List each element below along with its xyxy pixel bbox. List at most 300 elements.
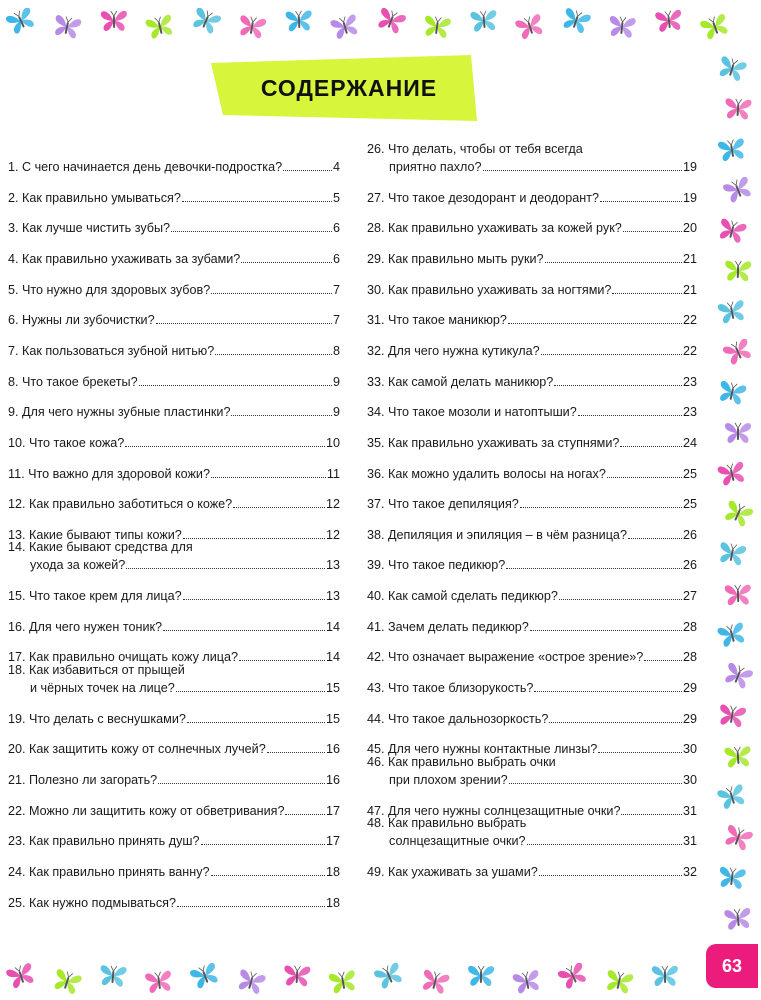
- toc-entry-title: 34. Что такое мозоли и натоптыши?: [367, 405, 577, 420]
- toc-entry[interactable]: [8, 158, 340, 176]
- dot-leader: [231, 403, 332, 416]
- dot-leader: [211, 281, 332, 294]
- toc-entry-line: [8, 863, 340, 881]
- butterfly-icon: [561, 8, 591, 34]
- toc-entry-line: [8, 219, 340, 237]
- toc-entry-title: 41. Зачем делать педикюр?: [367, 619, 529, 634]
- toc-entry-title: 28. Как правильно ухаживать за кожей рук?: [367, 221, 622, 236]
- dot-leader: [215, 342, 332, 355]
- toc-entry-title: 10. Что такое кожа?: [8, 435, 125, 450]
- toc-entry-title: 39. Что такое педикюр?: [367, 558, 506, 573]
- toc-entry-line: [8, 556, 340, 574]
- toc-entry-title: 6. Нужны ли зубочистки?: [8, 313, 155, 328]
- toc-entry-line: [367, 373, 697, 391]
- toc-entry-line: [8, 189, 340, 207]
- toc-entry[interactable]: [367, 648, 697, 666]
- toc-entry-page: 6: [332, 221, 340, 236]
- dot-leader: [483, 158, 682, 171]
- toc-entry[interactable]: [367, 814, 697, 850]
- toc-entry-title: 45. Для чего нужны контактные линзы?: [367, 742, 598, 757]
- toc-entry[interactable]: [8, 894, 340, 912]
- dot-leader: [171, 219, 332, 232]
- toc-entry-page: 5: [332, 190, 340, 205]
- toc-entry-line: [367, 281, 697, 299]
- toc-entry-line: [8, 281, 340, 299]
- toc-entry-line: [8, 710, 340, 728]
- dot-leader: [623, 219, 682, 232]
- toc-entry-line: [367, 158, 697, 176]
- toc-entry-page: 23: [682, 405, 697, 420]
- butterfly-icon: [717, 703, 747, 729]
- toc-entry[interactable]: [8, 403, 340, 421]
- toc-entry[interactable]: [8, 618, 340, 636]
- toc-entry[interactable]: [367, 465, 697, 483]
- butterfly-icon: [717, 218, 747, 244]
- toc-entry-line: [367, 832, 697, 850]
- toc-entry-page: 7: [332, 313, 340, 328]
- toc-entry-line: [367, 342, 697, 360]
- toc-entry-page: 30: [682, 742, 697, 757]
- toc-entry-page: 13: [325, 558, 340, 573]
- toc-entry-title: 22. Можно ли защитить кожу от обветривания?: [8, 803, 285, 818]
- butterfly-icon: [723, 96, 753, 122]
- toc-entry-title: приятно пахло?: [389, 160, 482, 174]
- dot-leader: [241, 250, 332, 263]
- toc-entry-title: 37. Что такое депиляция?: [367, 497, 519, 512]
- toc-entry[interactable]: [367, 753, 697, 789]
- toc-entry[interactable]: [367, 556, 697, 574]
- toc-entry-title: 35. Как правильно ухаживать за ступнями?: [367, 435, 620, 450]
- dot-leader: [158, 771, 325, 784]
- toc-entry-title: 20. Как защитить кожу от солнечных лучей?: [8, 742, 266, 757]
- toc-entry-title: 43. Что такое близорукость?: [367, 681, 534, 696]
- toc-entry-title: 12. Как правильно заботиться о коже?: [8, 497, 233, 512]
- toc-entry-line: [8, 894, 340, 912]
- toc-entry-page: 26: [682, 558, 697, 573]
- butterfly-icon: [237, 14, 267, 40]
- toc-entry[interactable]: [367, 434, 697, 452]
- toc-entry-line: [367, 526, 697, 544]
- toc-entry[interactable]: [8, 710, 340, 728]
- toc-entry-page: 4: [332, 160, 340, 174]
- toc-entry[interactable]: [8, 311, 340, 329]
- dot-leader: [126, 556, 325, 569]
- dot-leader: [285, 802, 325, 815]
- toc-entry-title: 15. Что такое крем для лица?: [8, 589, 182, 604]
- toc-entry-line: [367, 863, 697, 881]
- toc-entry-page: 23: [682, 374, 697, 389]
- toc-entry-title: 4. Как правильно ухаживать за зубами?: [8, 251, 241, 266]
- toc-entry[interactable]: [8, 342, 340, 360]
- butterfly-icon: [190, 963, 220, 989]
- toc-entry-page: 30: [682, 773, 697, 787]
- dot-leader: [156, 311, 332, 324]
- toc-entry[interactable]: [8, 661, 340, 697]
- dot-leader: [239, 648, 325, 661]
- toc-entry[interactable]: [367, 281, 697, 299]
- dot-leader: [607, 465, 682, 478]
- toc-entry[interactable]: [8, 802, 340, 820]
- toc-entry-title: солнцезащитные очки?: [389, 834, 526, 849]
- butterfly-icon: [558, 963, 588, 989]
- toc-entry-line: [367, 556, 697, 574]
- toc-entry-line: [367, 587, 697, 605]
- butterfly-icon: [723, 906, 753, 932]
- toc-entry-page: 19: [682, 190, 697, 205]
- toc-entry[interactable]: [367, 618, 697, 636]
- toc-entry[interactable]: [8, 189, 340, 207]
- toc-entry-page: 22: [682, 313, 697, 328]
- dot-leader: [520, 495, 682, 508]
- toc-entry-title: и чёрных точек на лице?: [30, 681, 175, 696]
- toc-entry-title: 40. Как самой сделать педикюр?: [367, 589, 558, 604]
- toc-entry-page: 25: [682, 497, 697, 512]
- dot-leader: [628, 526, 682, 539]
- toc-entry-line: [8, 740, 340, 758]
- toc-entry[interactable]: [8, 538, 340, 574]
- toc-entry-title: 21. Полезно ли загорать?: [8, 773, 158, 787]
- butterfly-icon: [717, 784, 747, 810]
- toc-entry-page: 29: [682, 681, 697, 696]
- toc-entry-line: [8, 802, 340, 820]
- toc-entry-line: [8, 342, 340, 360]
- butterfly-icon: [723, 339, 753, 365]
- dot-leader: [177, 894, 325, 907]
- toc-entry-page: 8: [332, 343, 340, 358]
- toc-entry[interactable]: [367, 403, 697, 421]
- toc-entry-page: 15: [325, 681, 340, 696]
- dot-leader: [125, 434, 325, 447]
- toc-entry[interactable]: [367, 863, 697, 881]
- toc-entry-page: 18: [325, 864, 340, 879]
- toc-entry-page: 9: [332, 405, 340, 420]
- toc-entry-title: 3. Как лучше чистить зубы?: [8, 221, 171, 236]
- toc-entry[interactable]: [8, 434, 340, 452]
- butterfly-icon: [717, 622, 747, 648]
- butterfly-icon: [52, 969, 82, 995]
- toc-entry-line: [367, 189, 697, 207]
- toc-entry-page: 25: [682, 466, 697, 481]
- toc-entry-page: 21: [682, 251, 697, 266]
- toc-entry-line: [367, 648, 697, 666]
- dot-leader: [530, 618, 682, 631]
- toc-entry-page: 24: [682, 435, 697, 450]
- dot-leader: [600, 189, 682, 202]
- toc-entry-title: 49. Как ухаживать за ушами?: [367, 864, 538, 879]
- butterfly-icon: [717, 299, 747, 325]
- butterfly-border-top: [0, 0, 761, 50]
- butterfly-icon: [723, 501, 753, 527]
- toc-entry-page: 15: [325, 711, 340, 726]
- butterfly-icon: [723, 582, 753, 608]
- dot-leader: [539, 863, 682, 876]
- butterfly-icon: [654, 8, 684, 34]
- toc-entry-title: 1. С чего начинается день девочки-подростка?: [8, 160, 283, 174]
- dot-leader: [527, 832, 682, 845]
- butterfly-icon: [717, 541, 747, 567]
- toc-entry-title: 26. Что делать, чтобы от тебя всегда: [367, 142, 583, 156]
- butterfly-icon: [512, 969, 542, 995]
- dot-leader: [283, 158, 332, 171]
- toc-entry-page: 16: [325, 742, 340, 757]
- toc-entry-line: [8, 373, 340, 391]
- toc-entry[interactable]: [367, 495, 697, 513]
- toc-entry-title: 7. Как пользоваться зубной нитью?: [8, 343, 215, 358]
- toc-entry-title: 29. Как правильно мыть руки?: [367, 251, 544, 266]
- toc-entry-title: ухода за кожей?: [30, 558, 126, 573]
- butterfly-icon: [650, 963, 680, 989]
- toc-entry[interactable]: [8, 219, 340, 237]
- dot-leader: [509, 771, 682, 784]
- toc-entry-line: [8, 403, 340, 421]
- dot-leader: [541, 342, 682, 355]
- butterfly-icon: [282, 963, 312, 989]
- toc-entry-title: 44. Что такое дальнозоркость?: [367, 711, 549, 726]
- toc-entry-page: 27: [682, 589, 697, 604]
- toc-entry-title: при плохом зрении?: [389, 773, 508, 787]
- toc-entry-page: 19: [682, 160, 697, 174]
- toc-entry-title: 30. Как правильно ухаживать за ногтями?: [367, 282, 612, 297]
- toc-entry-title: 17. Как правильно очищать кожу лица?: [8, 650, 238, 665]
- dot-leader: [621, 802, 682, 815]
- butterfly-icon: [604, 969, 634, 995]
- butterfly-icon: [145, 14, 175, 40]
- toc-entry[interactable]: [8, 250, 340, 268]
- toc-entry-line: [367, 434, 697, 452]
- butterfly-icon: [236, 969, 266, 995]
- butterfly-icon: [717, 137, 747, 163]
- toc-entry-title: 25. Как нужно подмываться?: [8, 895, 176, 910]
- toc-entry-line: [367, 311, 697, 329]
- toc-entry-line: [8, 832, 340, 850]
- dot-leader: [267, 740, 325, 753]
- toc-entry-title: 36. Как можно удалить волосы на ногах?: [367, 466, 606, 481]
- toc-entry[interactable]: [367, 587, 697, 605]
- toc-entry-line: [8, 661, 340, 679]
- toc-entry[interactable]: [367, 679, 697, 697]
- butterfly-icon: [607, 14, 637, 40]
- toc-entry-title: 18. Как избавиться от прыщей: [8, 663, 185, 678]
- toc-entry[interactable]: [8, 465, 340, 483]
- butterfly-icon: [328, 969, 358, 995]
- toc-entry-title: 27. Что такое дезодорант и деодорант?: [367, 190, 600, 205]
- dot-leader: [506, 556, 682, 569]
- butterfly-icon: [191, 8, 221, 34]
- toc-entry-page: 10: [325, 435, 340, 450]
- butterfly-icon: [723, 663, 753, 689]
- toc-entry-title: 5. Что нужно для здоровых зубов?: [8, 282, 211, 297]
- butterfly-icon: [284, 8, 314, 34]
- dot-leader: [163, 618, 325, 631]
- butterfly-icon: [99, 8, 129, 34]
- toc-entry-line: [8, 771, 340, 789]
- dot-leader: [545, 250, 682, 263]
- toc-entry[interactable]: [367, 219, 697, 237]
- toc-entry-page: 12: [325, 497, 340, 512]
- dot-leader: [176, 679, 325, 692]
- page-number-badge: 63: [706, 944, 758, 988]
- toc-entry-line: [367, 219, 697, 237]
- toc-entry-page: 14: [325, 619, 340, 634]
- toc-entry-page: 6: [332, 251, 340, 266]
- toc-entry-page: 21: [682, 282, 697, 297]
- dot-leader: [508, 311, 682, 324]
- toc-entry-line: [8, 434, 340, 452]
- butterfly-icon: [700, 14, 730, 40]
- butterfly-border-right: [705, 50, 761, 955]
- toc-entry-line: [8, 587, 340, 605]
- butterfly-icon: [6, 963, 36, 989]
- toc-entry[interactable]: [8, 281, 340, 299]
- dot-leader: [201, 832, 325, 845]
- butterfly-icon: [330, 14, 360, 40]
- butterfly-icon: [422, 14, 452, 40]
- toc-entry[interactable]: [367, 189, 697, 207]
- toc-entry-line: [8, 495, 340, 513]
- toc-entry[interactable]: [8, 587, 340, 605]
- toc-entry-line: [367, 465, 697, 483]
- dot-leader: [187, 710, 325, 723]
- dot-leader: [549, 710, 682, 723]
- toc-entry-page: 16: [325, 773, 340, 787]
- toc-entry-line: [8, 538, 340, 556]
- butterfly-icon: [6, 8, 36, 34]
- dot-leader: [211, 863, 325, 876]
- toc-entry[interactable]: [8, 373, 340, 391]
- butterfly-icon: [723, 744, 753, 770]
- butterfly-icon: [420, 969, 450, 995]
- toc-entry-page: 29: [682, 711, 697, 726]
- toc-entry-title: 9. Для чего нужны зубные пластинки?: [8, 405, 231, 420]
- butterfly-icon: [376, 8, 406, 34]
- toc-entry-title: 11. Что важно для здоровой кожи?: [8, 466, 210, 481]
- toc-entry-title: 2. Как правильно умываться?: [8, 190, 181, 205]
- toc-entry-line: [8, 465, 340, 483]
- toc-entry-page: 20: [682, 221, 697, 236]
- toc-entry-title: 16. Для чего нужен тоник?: [8, 619, 162, 634]
- dot-leader: [620, 434, 682, 447]
- dot-leader: [578, 403, 682, 416]
- toc-entry[interactable]: [8, 832, 340, 850]
- butterfly-icon: [723, 177, 753, 203]
- toc-entry-line: [367, 814, 697, 832]
- butterfly-icon: [717, 461, 747, 487]
- toc-entry[interactable]: [367, 311, 697, 329]
- toc-entry-title: 38. Депиляция и эпиляция – в чём разница?: [367, 527, 627, 542]
- butterfly-icon: [374, 963, 404, 989]
- toc-entry-page: 31: [682, 834, 697, 849]
- toc-entry-page: 18: [325, 895, 340, 910]
- toc-entry-page: 28: [682, 650, 697, 665]
- butterfly-icon: [723, 420, 753, 446]
- toc-entry-page: 28: [682, 619, 697, 634]
- toc-entry-line: [367, 618, 697, 636]
- butterfly-icon: [515, 14, 545, 40]
- toc-entry-page: 9: [332, 374, 340, 389]
- butterfly-icon: [723, 258, 753, 284]
- dot-leader: [211, 465, 326, 478]
- butterfly-icon: [144, 969, 174, 995]
- toc-entry-line: [8, 618, 340, 636]
- dot-leader: [183, 526, 325, 539]
- dot-leader: [233, 495, 325, 508]
- toc-entry-title: 24. Как правильно принять ванну?: [8, 864, 210, 879]
- toc-entry-title: 46. Как правильно выбрать очки: [367, 755, 556, 769]
- toc-entry-line: [367, 710, 697, 728]
- toc-entry-line: [8, 679, 340, 697]
- butterfly-icon: [717, 380, 747, 406]
- toc-entry[interactable]: [8, 495, 340, 513]
- toc-entry[interactable]: [8, 863, 340, 881]
- butterfly-icon: [717, 865, 747, 891]
- toc-entry-line: [367, 679, 697, 697]
- toc-entry-title: 13. Какие бывают типы кожи?: [8, 527, 182, 542]
- toc-entry-line: [367, 753, 697, 771]
- toc-entry[interactable]: [367, 526, 697, 544]
- toc-entry-page: 7: [332, 282, 340, 297]
- toc-entry[interactable]: [367, 710, 697, 728]
- toc-entry-line: [8, 311, 340, 329]
- toc-entry-page: 17: [325, 803, 340, 818]
- dot-leader: [183, 587, 325, 600]
- toc-entry-line: [367, 403, 697, 421]
- toc-entry-line: [367, 250, 697, 268]
- toc-entry-line: [367, 771, 697, 789]
- toc-entry-title: 23. Как правильно принять душ?: [8, 834, 200, 849]
- toc-entry-title: 8. Что такое брекеты?: [8, 374, 138, 389]
- toc-entry-title: 31. Что такое маникюр?: [367, 313, 507, 328]
- toc-entry[interactable]: [367, 373, 697, 391]
- toc-entry-page: 22: [682, 343, 697, 358]
- butterfly-icon: [717, 56, 747, 82]
- page-title: СОДЕРЖАНИЕ: [260, 74, 438, 101]
- butterfly-icon: [466, 963, 496, 989]
- dot-leader: [182, 189, 332, 202]
- toc-entry-title: 32. Для чего нужна кутикула?: [367, 343, 540, 358]
- toc-entry-line: [367, 140, 697, 158]
- toc-entry-line: [367, 495, 697, 513]
- title-banner: [205, 55, 477, 121]
- toc-entry[interactable]: [8, 771, 340, 789]
- toc-entry-page: 32: [682, 864, 697, 879]
- butterfly-border-bottom: [0, 955, 761, 1000]
- toc-entry[interactable]: [367, 250, 697, 268]
- dot-leader: [554, 373, 682, 386]
- toc-entry[interactable]: [367, 140, 697, 176]
- toc-entry[interactable]: [367, 342, 697, 360]
- toc-entry-page: 17: [325, 834, 340, 849]
- butterfly-icon: [52, 14, 82, 40]
- toc-entry-title: 19. Что делать с веснушками?: [8, 711, 186, 726]
- toc-entry-page: 13: [325, 589, 340, 604]
- toc-entry-title: 48. Как правильно выбрать: [367, 816, 527, 831]
- toc-entry-page: 11: [326, 466, 340, 481]
- toc-entry-line: [8, 250, 340, 268]
- toc-entry-page: 26: [682, 527, 697, 542]
- butterfly-icon: [469, 8, 499, 34]
- toc-entry-title: 42. Что означает выражение «острое зрение»?: [367, 650, 644, 665]
- toc-entry-page: 31: [682, 803, 697, 818]
- butterfly-icon: [98, 963, 128, 989]
- toc-entry-page: 12: [325, 527, 340, 542]
- toc-entry-title: 33. Как самой делать маникюр?: [367, 374, 554, 389]
- butterfly-icon: [723, 825, 753, 851]
- dot-leader: [598, 740, 682, 753]
- toc-entry-title: 14. Какие бывают средства для: [8, 540, 193, 555]
- toc-entry-line: [8, 158, 340, 176]
- dot-leader: [139, 373, 332, 386]
- toc-entry[interactable]: [8, 740, 340, 758]
